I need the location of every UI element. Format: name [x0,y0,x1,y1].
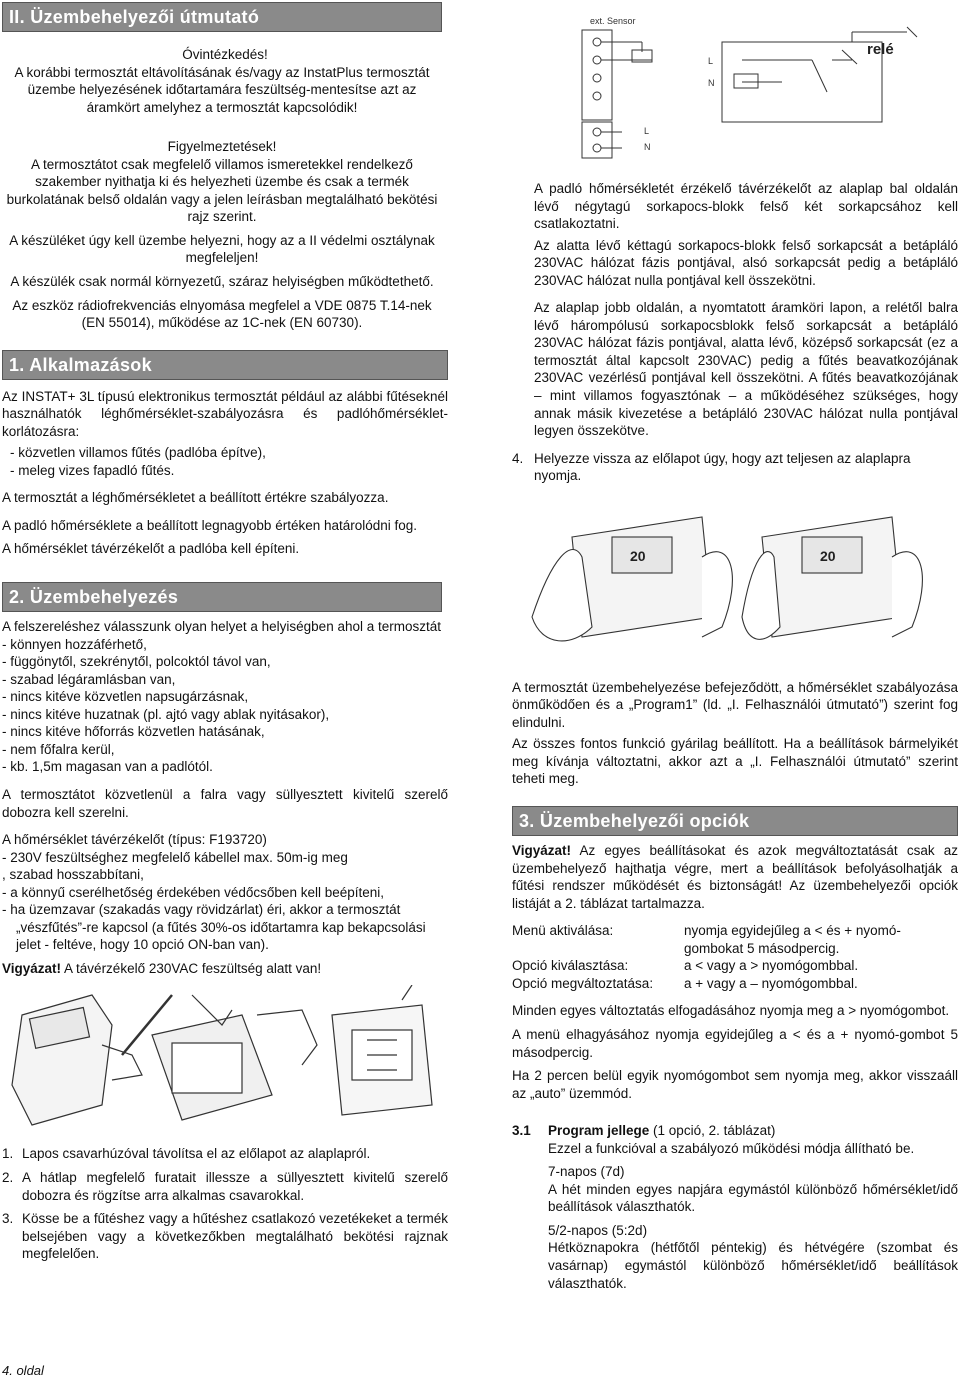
page-title: II. Üzembehelyezői útmutató [2,2,442,32]
menu-controls-table [512,922,958,992]
terminal-L: L [708,56,714,66]
section1-body [2,388,448,558]
step-number: 4. [512,450,524,466]
section1-p1: A termosztát a léghőmérsékletet a beállított értékre szabályozza. [2,490,389,506]
caution-title: Óvintézkedés! [182,47,268,62]
menu-key: Menü aktiválása: [512,923,614,939]
subsection-title [548,1122,958,1140]
section1-bullets [2,444,448,479]
list-item: - közvetlen villamos fűtés (padlóba építve), [10,445,266,461]
table-row [512,922,958,957]
section2-intro: A felszereléshez válasszunk olyan helyet a helyiségben ahol a termosztát [2,619,442,635]
option-desc: Hétköznapokra (hétfőtől péntekig) és hétvégére (szombat és vasárnap) egymástól különböző hőmérséklet/idő beállítások választhatók. [548,1240,958,1291]
page-number: 4. oldal [2,1363,44,1378]
warning-paragraph: A termosztátot csak megfelelő villamos ismeretekkel rendelkező szakember nyithatja ki és helyezheti üzembe és csak a termék burkolatának belső oldalán vagy a jelen leírásban megtalálható bekötési rajz szerint. [6,156,438,225]
section1-p3: A hőmérséklet távérzékelőt a padlóba kell építeni. [2,541,300,557]
menu-key: Opció megváltoztatása: [512,975,654,991]
subsection-title-rest: (1 opció, 2. táblázat) [649,1123,776,1139]
steps-list [2,1145,448,1262]
subsection-number: 3.1 [512,1123,531,1139]
mounting-illustration [2,985,442,1135]
section2-heading: 2. Üzembehelyezés [2,582,442,612]
step-number: 3. [2,1211,14,1227]
completion-text [512,679,958,788]
section2-body [2,618,448,977]
section3-auto: Ha 2 percen belül egyik nyomógombot sem nyomja meg, akkor visszaáll az „auto” üzemmód. [512,1068,958,1101]
list-item: - nincs kitéve közvetlen napsugárzásnak, [2,689,249,705]
step4 [512,450,958,485]
warning-label: Vigyázat! [2,960,62,976]
step-text: Helyezze vissza az előlapot úgy, hogy azt teljesen az alaplapra nyomja. [534,450,911,484]
subsection-title-bold: Program jellege [548,1123,650,1139]
warning-label: Vigyázat! [512,843,572,859]
section2-wall: A termosztátot közvetlenül a falra vagy süllyesztett kivitelű szerelő dobozra kell szerelni. [2,786,448,820]
menu-value: a + vagy a – nyomógombbal. [684,975,858,991]
caution-block [2,46,448,116]
wiring-p1: A padló hőmérsékletét érzékelő távérzékelőt az alaplap bal oldalán lévő négytagú sorkapocs-blokk felső két sorkapcsához kell csatlakoztatni. [534,181,958,232]
section3-save: Minden egyes változtatás elfogadásához nyomja meg a > nyomógombot. [512,1003,950,1019]
list-item [2,1210,448,1263]
list-item: - 230V feszültséghez megfelelő kábellel max. 50m-ig meg [2,849,348,865]
list-item: - könnyen hozzáférhető, [2,636,147,652]
list-item: - nem főfalra kerül, [2,741,115,757]
section1-intro: Az INSTAT+ 3L típusú elektronikus termosztát például az alábbi fűtéseknél használhatók léghőmérséklet-szabályozásra és padlóhőmérséklet-korlátozásra: [2,388,448,439]
list-item: - függönytől, szekrénytől, polcoktól távol van, [2,654,271,670]
menu-key: Opció kiválasztása: [512,958,629,974]
step-text: Kösse be a fűtéshez vagy a hűtéshez csatlakozó vezetékeket a termék belsejében vagy a következőkben megtalálható bekötési rajznak megfelelően. [22,1211,448,1262]
table-row [512,957,958,975]
section2-list [2,636,448,776]
display-reading-right: 20 [820,547,836,564]
step-number: 1. [2,1146,14,1162]
warning-text: A távérzékelő 230VAC feszültség alatt van! [61,960,322,976]
wiring-text [512,180,958,440]
step-text: A hátlap megfelelő furatait illessze a süllyesztett kivitelű szerelő dobozra és rögzítse arra alkalmas csavarokkal. [22,1169,448,1203]
section1-heading: 1. Alkalmazások [2,350,448,380]
list-item: - nincs kitéve hőforrás közvetlen hatásának, [2,724,265,740]
section3-exit: A menü elhagyásához nyomja egyidejűleg a < és a + nyomó-gombot 5 másodpercig. [512,1026,958,1060]
warning-text: Az egyes beállításokat és azok megváltoztatását csak az üzembehelyező hajthatja végre, mert a beállítások befolyásolhatják a fűtési rendszer működését és biztonságát! Az üzembehelyezői opciók listáját a 2. táblázat tartalmazza. [512,843,958,911]
display-reading-left: 20 [630,547,646,564]
caution-body: A korábbi termosztát eltávolításának és/vagy az InstatPlus termosztát üzembe helyezésének időtartamára feszültség-mentesítse azt az áramkört amelyhez a termosztát kapcsolódik! [14,64,430,115]
left-column [2,2,448,1263]
list-item: , szabad hosszabbítani, [2,867,144,883]
ext-sensor-label: ext. Sensor [590,16,636,26]
thermostat-hands-illustration [512,497,958,657]
table-row [512,975,958,993]
warning-paragraph: A készülék csak normál környezetű, száraz helyiségben működtethető. [10,274,434,290]
option-name: 5/2-napos (5:2d) [548,1222,648,1238]
list-item: - a könnyű cserélhetőség érdekében védőcsőben kell beépíteni, [2,884,385,900]
completion-p2: Az összes fontos funkció gyárilag beállított. Ha a beállítások bármelyikét meg kívánja változtatni, akkor azt a „I. Felhasználói útmutató” szerint teheti meg. [512,736,958,787]
section2-warning [2,960,448,978]
section3-warning [512,842,958,912]
terminal-N2: N [644,142,651,152]
wiring-p3: Az alaplap jobb oldalán, a nyomtatott áramköri lapon, a relétől balra lévő hárompólusú sorkapocsblokk felső sorkapcsát a betápláló 230VAC hálózat fázis pontjával, alatta lévő, középső sorkapcsát (ez a termosztát által kapcsolt 230VAC) pedig a fűtés beavatkozójának 230VAC vezérlésű pontjával kell összekötni. A fűtés beavatkozójának – mint villamos fogyasztónak – a működéséhez szükséges, hogy annak másik kivezetése a betápláló 230VAC hálózat nulla pontjával legyen összekötve. [534,300,958,439]
list-item: - szabad légáramlásban van, [2,671,176,687]
terminal-L2: L [644,126,650,136]
list-item [2,1169,448,1204]
right-column [512,0,958,1296]
list-item: - meleg vizes fapadló fűtés. [10,462,175,478]
warning-block [2,138,448,331]
menu-value: nyomja egyidejűleg a < és + nyomó-gombokat 5 másodpercig. [684,923,901,956]
warning-paragraph: Az eszköz rádiofrekvenciás elnyomása megfelel a VDE 0875 T.14-nek (EN 55014), működése az 1C-nek (EN 60730). [12,297,432,331]
option-desc: A hét minden egyes napjára egymástól különböző hőmérséklet/idő beállítások választhatók. [548,1181,958,1215]
warning-title: Figyelmeztetések! [167,139,277,155]
completion-p1: A termosztát üzembehelyezése befejeződött, a hőmérséklet szabályozása önműködően és a „Program1” (ld. „I. Felhasználói útmutató”) szerint fog elindulni. [512,679,958,730]
warning-paragraph: A készüléket úgy kell üzembe helyezni, hogy az a II védelmi osztálynak megfeleljen! [9,232,435,266]
list-item: - kb. 1,5m magasan van a padlótól. [2,759,213,775]
step-text: Lapos csavarhúzóval távolítsa el az előlapot az alaplapról. [22,1146,371,1162]
step-number: 2. [2,1169,14,1185]
wiring-diagram [512,2,958,172]
option-name: 7-napos (7d) [548,1164,625,1180]
sensor-title: A hőmérséklet távérzékelőt (típus: F193720) [2,832,267,848]
subsection-3-1 [512,1122,958,1292]
subsection-desc: Ezzel a funkcióval a szabályozó működési módja állítható be. [548,1140,915,1156]
list-item: - ha üzemzavar (szakadás vagy rövidzárlat) éri, akkor a termosztát „vészfűtés”-re kapcsol (a fűtés 30%-os időtartamra kap bekapcsolási jelet - feltéve, hogy 10 opció ON-ban van). [2,902,426,953]
sensor-list [2,849,448,954]
terminal-N: N [708,78,715,88]
list-item [2,1145,448,1163]
wiring-p2: Az alatta lévő kéttagú sorkapocs-blokk felső sorkapcsát a betápláló 230VAC hálózat fázis pontjával, alsó sorkapcsát pedig a betápláló 230VAC hálózat nulla pontjával kell összekötni. [534,237,958,288]
section1-p2: A padló hőmérséklete a beállított legnagyobb értéken határolódni fog. [2,517,418,533]
list-item: - nincs kitéve huzatnak (pl. ajtó vagy ablak nyitásakor), [2,706,330,722]
section3-body [512,842,958,1292]
rele-label: relé [867,41,894,58]
section3-heading: 3. Üzembehelyezői opciók [512,806,958,836]
menu-value: a < vagy a > nyomógombbal. [684,958,859,974]
